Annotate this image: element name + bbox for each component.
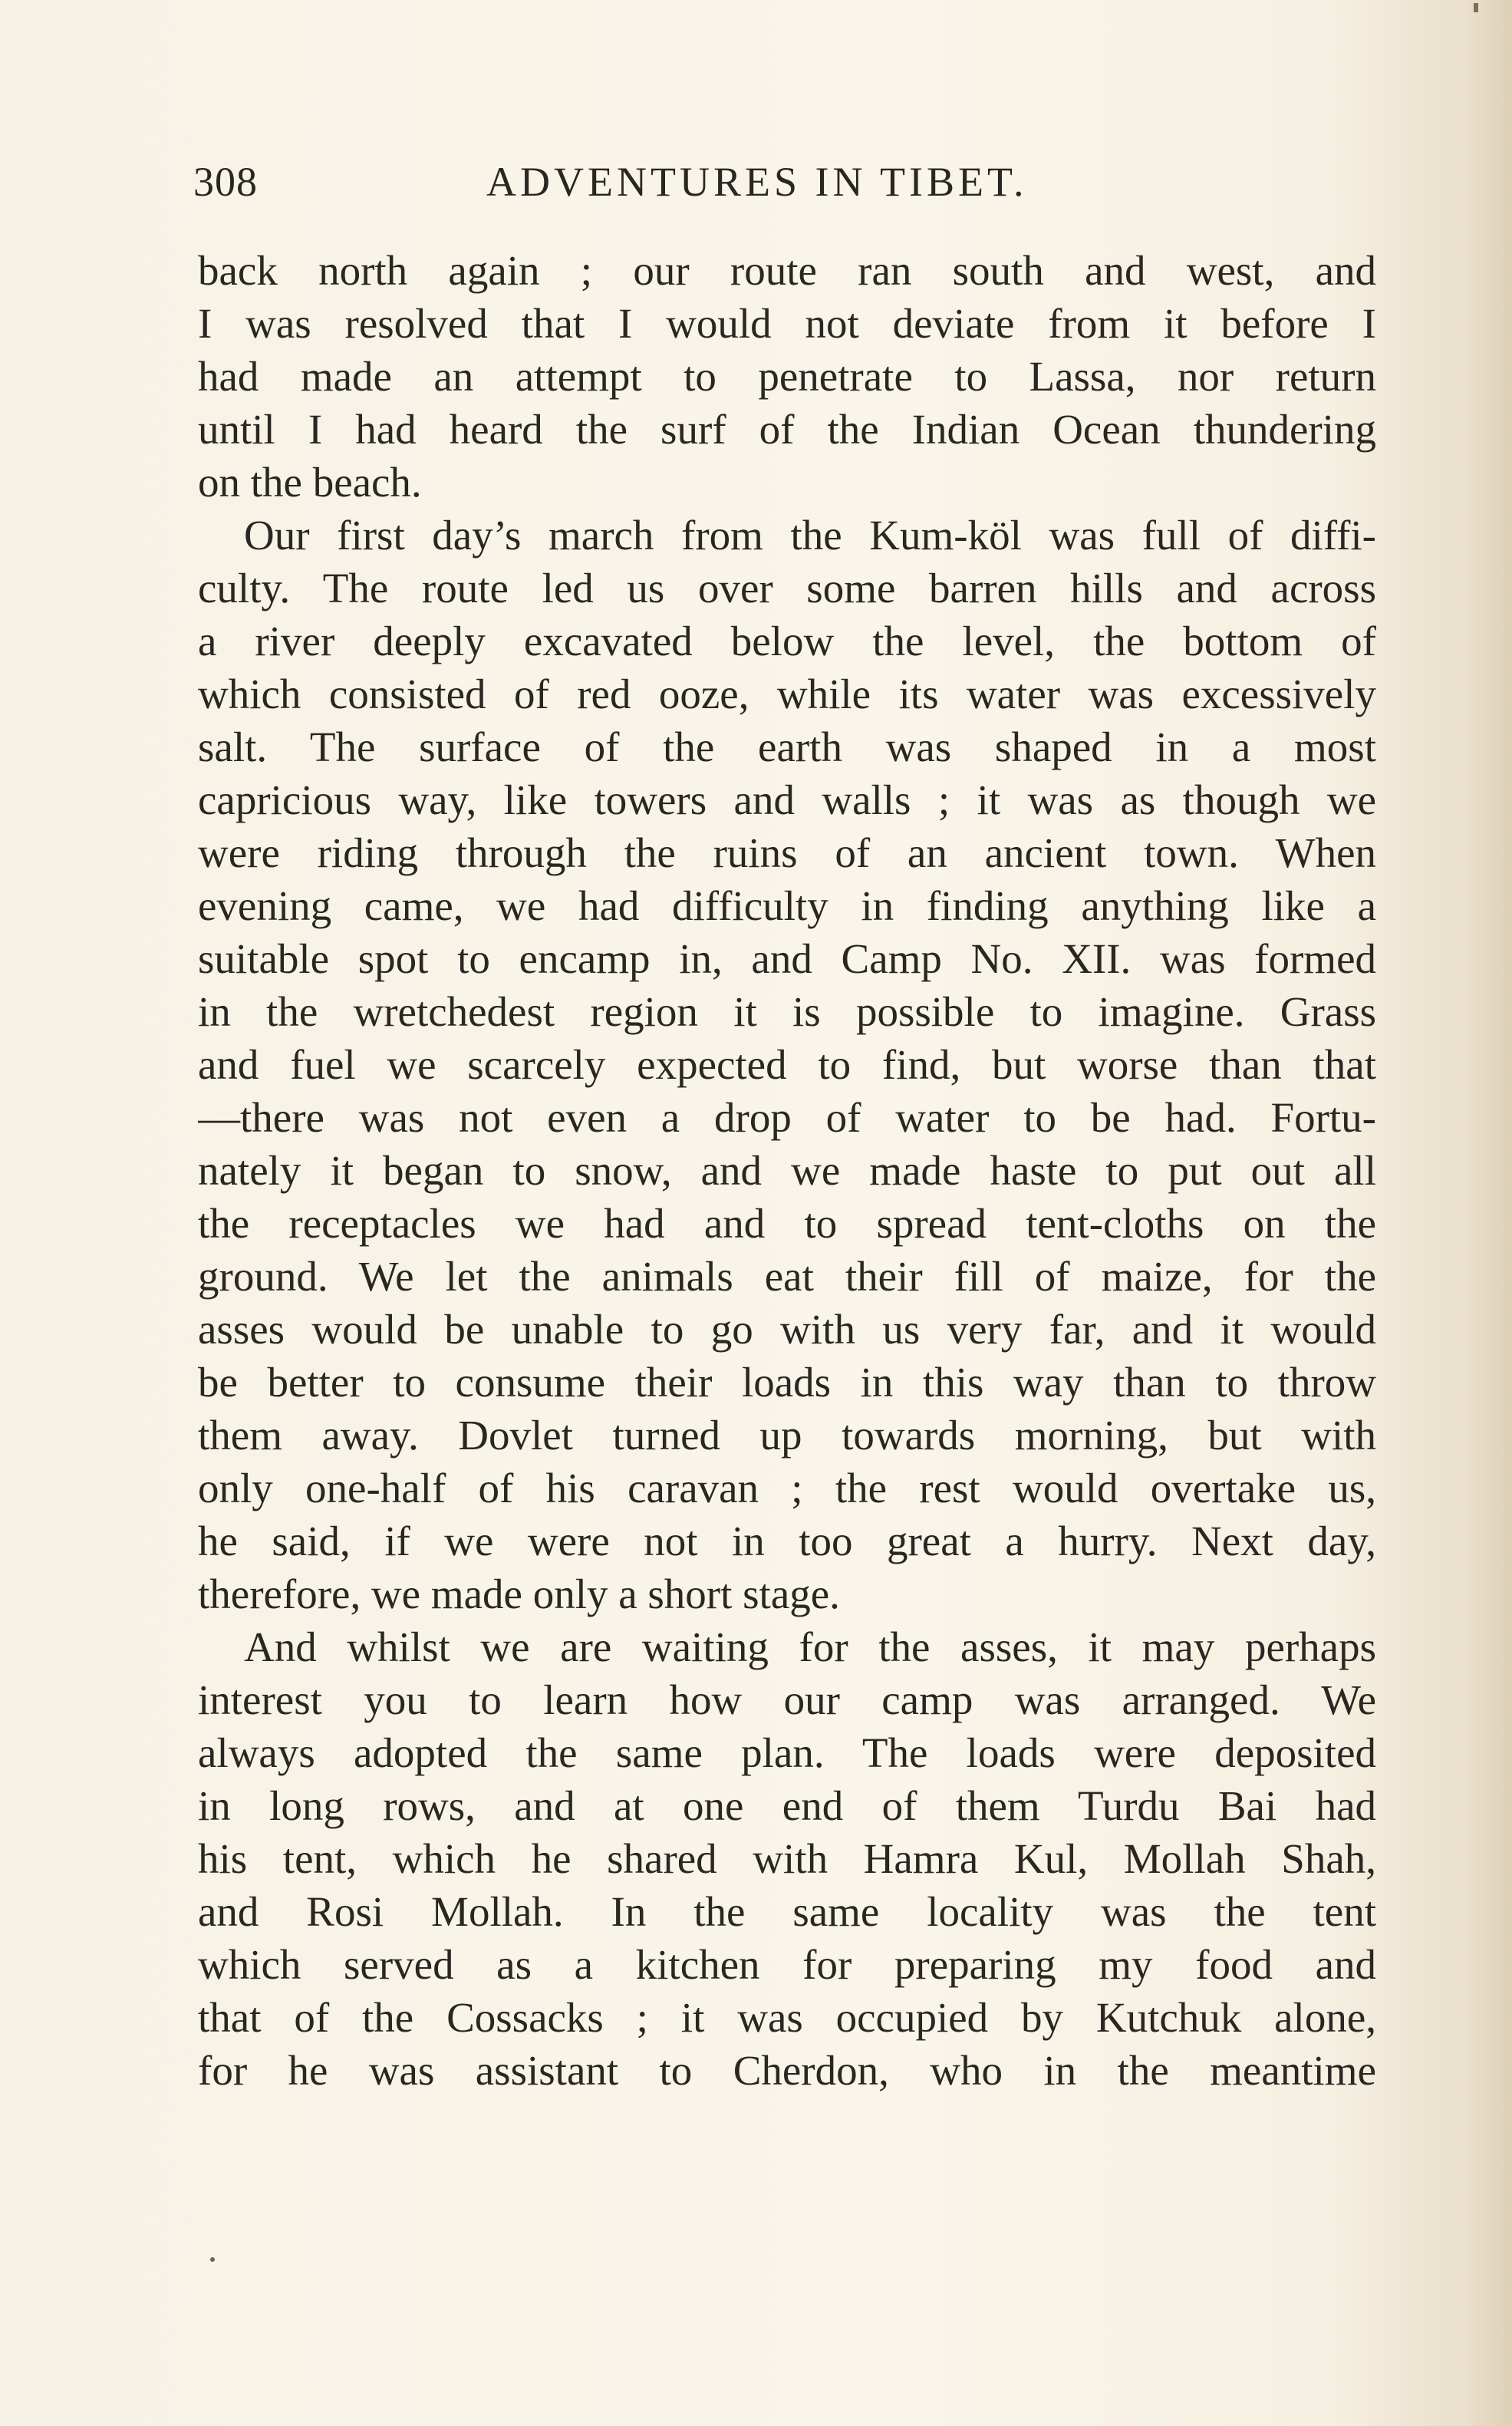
text-line: only one-half of his caravan ; the rest would overtake us, — [198, 1465, 1376, 1511]
text-line: on the beach. — [198, 459, 422, 506]
text-line: evening came, we had difficulty in finding anything like a — [198, 882, 1376, 929]
text-line: asses would be unable to go with us very far, and it would — [198, 1306, 1376, 1353]
text-line: suitable spot to encamp in, and Camp No. XII. was formed — [198, 935, 1376, 982]
text-line: nately it began to snow, and we made haste to put out all — [198, 1147, 1376, 1194]
text-line: and Rosi Mollah. In the same locality was the tent — [198, 1888, 1376, 1935]
body-text — [198, 244, 1376, 2097]
text-line: he said, if we were not in too great a hurry. Next day, — [198, 1518, 1376, 1564]
text-line: I was resolved that I would not deviate from it before I — [198, 300, 1376, 347]
text-line: and fuel we scarcely expected to find, but worse than that — [198, 1041, 1376, 1088]
text-line: in long rows, and at one end of them Turdu Bai had — [198, 1782, 1376, 1829]
text-line: be better to consume their loads in this way than to throw — [198, 1359, 1376, 1406]
text-line: ground. We let the animals eat their fill of maize, for the — [198, 1253, 1376, 1300]
text-line: were riding through the ruins of an ancient town. When — [198, 829, 1376, 876]
text-line: for he was assistant to Cherdon, who in the meantime — [198, 2047, 1376, 2094]
text-line: the receptacles we had and to spread tent-cloths on the — [198, 1200, 1376, 1247]
running-title: ADVENTURES IN TIBET. — [486, 159, 1028, 205]
text-line: therefore, we made only a short stage. — [198, 1571, 840, 1617]
text-line: had made an attempt to penetrate to Lassa, nor return — [198, 353, 1376, 400]
text-line: in the wretchedest region it is possible to imagine. Grass — [198, 988, 1376, 1035]
text-line: culty. The route led us over some barren hills and across — [198, 565, 1376, 611]
text-line: which served as a kitchen for preparing my food and — [198, 1941, 1376, 1988]
text-line: until I had heard the surf of the Indian Ocean thundering — [198, 406, 1376, 453]
ink-speck — [210, 2257, 215, 2262]
text-line: salt. The surface of the earth was shaped in a most — [198, 724, 1376, 770]
paragraph-start-line: Our first day’s march from the Kum-köl was full of diffi- — [244, 512, 1376, 559]
text-line: capricious way, like towers and walls ; it was as though we — [198, 776, 1376, 823]
text-line: that of the Cossacks ; it was occupied by Kutchuk alone, — [198, 1994, 1376, 2041]
text-line: his tent, which he shared with Hamra Kul, Mollah Shah, — [198, 1835, 1376, 1882]
page-number: 308 — [193, 159, 258, 205]
corner-mark — [1474, 3, 1478, 12]
paragraph-start-line: And whilst we are waiting for the asses, it may perhaps — [244, 1623, 1376, 1670]
text-line: which consisted of red ooze, while its water was excessively — [198, 671, 1376, 717]
text-line: them away. Dovlet turned up towards morning, but with — [198, 1412, 1376, 1459]
text-line: always adopted the same plan. The loads were deposited — [198, 1729, 1376, 1776]
page-edge-shadow — [1466, 0, 1512, 2426]
running-header — [193, 158, 1367, 212]
text-line: —there was not even a drop of water to be had. Fortu- — [198, 1094, 1376, 1141]
text-line: interest you to learn how our camp was arranged. We — [198, 1676, 1376, 1723]
text-line: back north again ; our route ran south and west, and — [198, 247, 1376, 294]
text-line: a river deeply excavated below the level, the bottom of — [198, 618, 1376, 664]
